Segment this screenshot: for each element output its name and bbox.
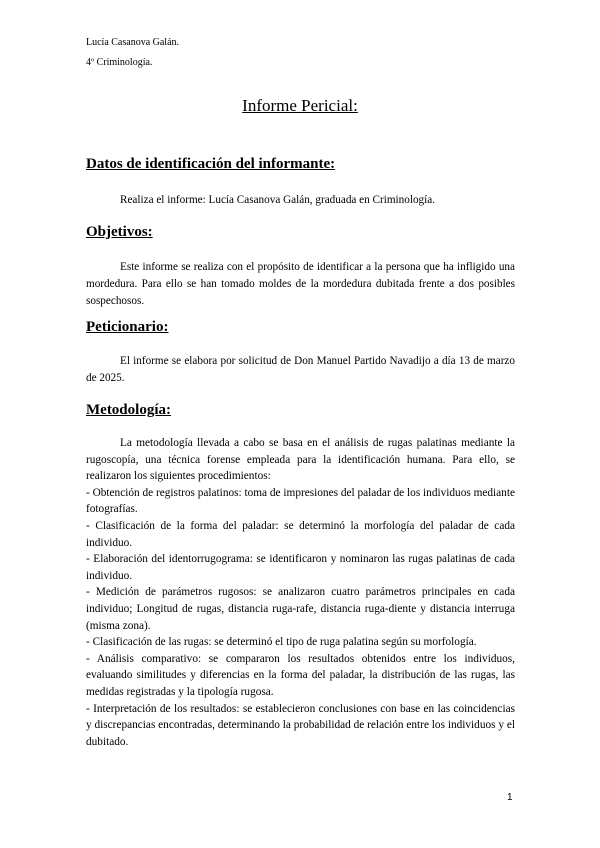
metodologia-body [86,435,515,750]
heading-peticionario: Peticionario: [86,319,169,335]
list-item: - Obtención de registros palatinos: toma de impresiones del paladar de los individuos mediante fotografías. [86,486,515,516]
heading-metodologia: Metodología: [86,402,171,418]
heading-objetivos: Objetivos: [86,224,153,240]
metodologia-intro: La metodología llevada a cabo se basa en el análisis de rugas palatinas mediante la rugoscopía, una técnica forense empleada para la identificación humana. Para ello, se realizaron los siguientes procedimientos: [86,437,515,483]
list-item: - Análisis comparativo: se compararon los resultados obtenidos entre los individuos, evaluando similitudes y diferencias en la forma del paladar, la distribución de las rugas, las medidas registradas y la tipología rugosa. [86,652,515,698]
heading-identificacion: Datos de identificación del informante: [86,156,336,172]
list-item: - Clasificación de la forma del paladar: se determinó la morfología del paladar de cada individuo. [86,519,515,549]
list-item: - Interpretación de los resultados: se establecieron conclusiones con base en las coincidencias y discrepancias encontradas, determinando la probabilidad de relación entre los individuos y el dubitado. [86,702,515,748]
list-item: - Elaboración del identorrugograma: se identificaron y nominaron las rugas palatinas de cada individuo. [86,553,515,582]
page-title: Informe Pericial: [242,96,358,115]
peticionario-text: El informe se elabora por solicitud de Don Manuel Partido Navadijo a día 13 de marzo de 2025. [86,355,515,384]
list-item: - Medición de parámetros rugosos: se analizaron cuatro parámetros principales en cada individuo; Longitud de rugas, distancia ruga-rafe, distancia ruga-diente y distancia interruga (misma zona). [86,586,515,632]
header-author: Lucía Casanova Galán. [86,37,180,48]
header-course: 4º Criminología. [86,57,153,68]
identificacion-text: Realiza el informe: Lucía Casanova Galán, graduada en Criminología. [120,194,435,206]
objetivos-text: Este informe se realiza con el propósito de identificar a la persona que ha infligido una mordedura. Para ello se han tomado moldes de la mordedura dubitada frente a dos posibles sospechosos. [86,261,515,307]
page-number: 1 [507,792,513,803]
list-item: - Clasificación de las rugas: se determinó el tipo de ruga palatina según su morfología. [86,636,477,649]
